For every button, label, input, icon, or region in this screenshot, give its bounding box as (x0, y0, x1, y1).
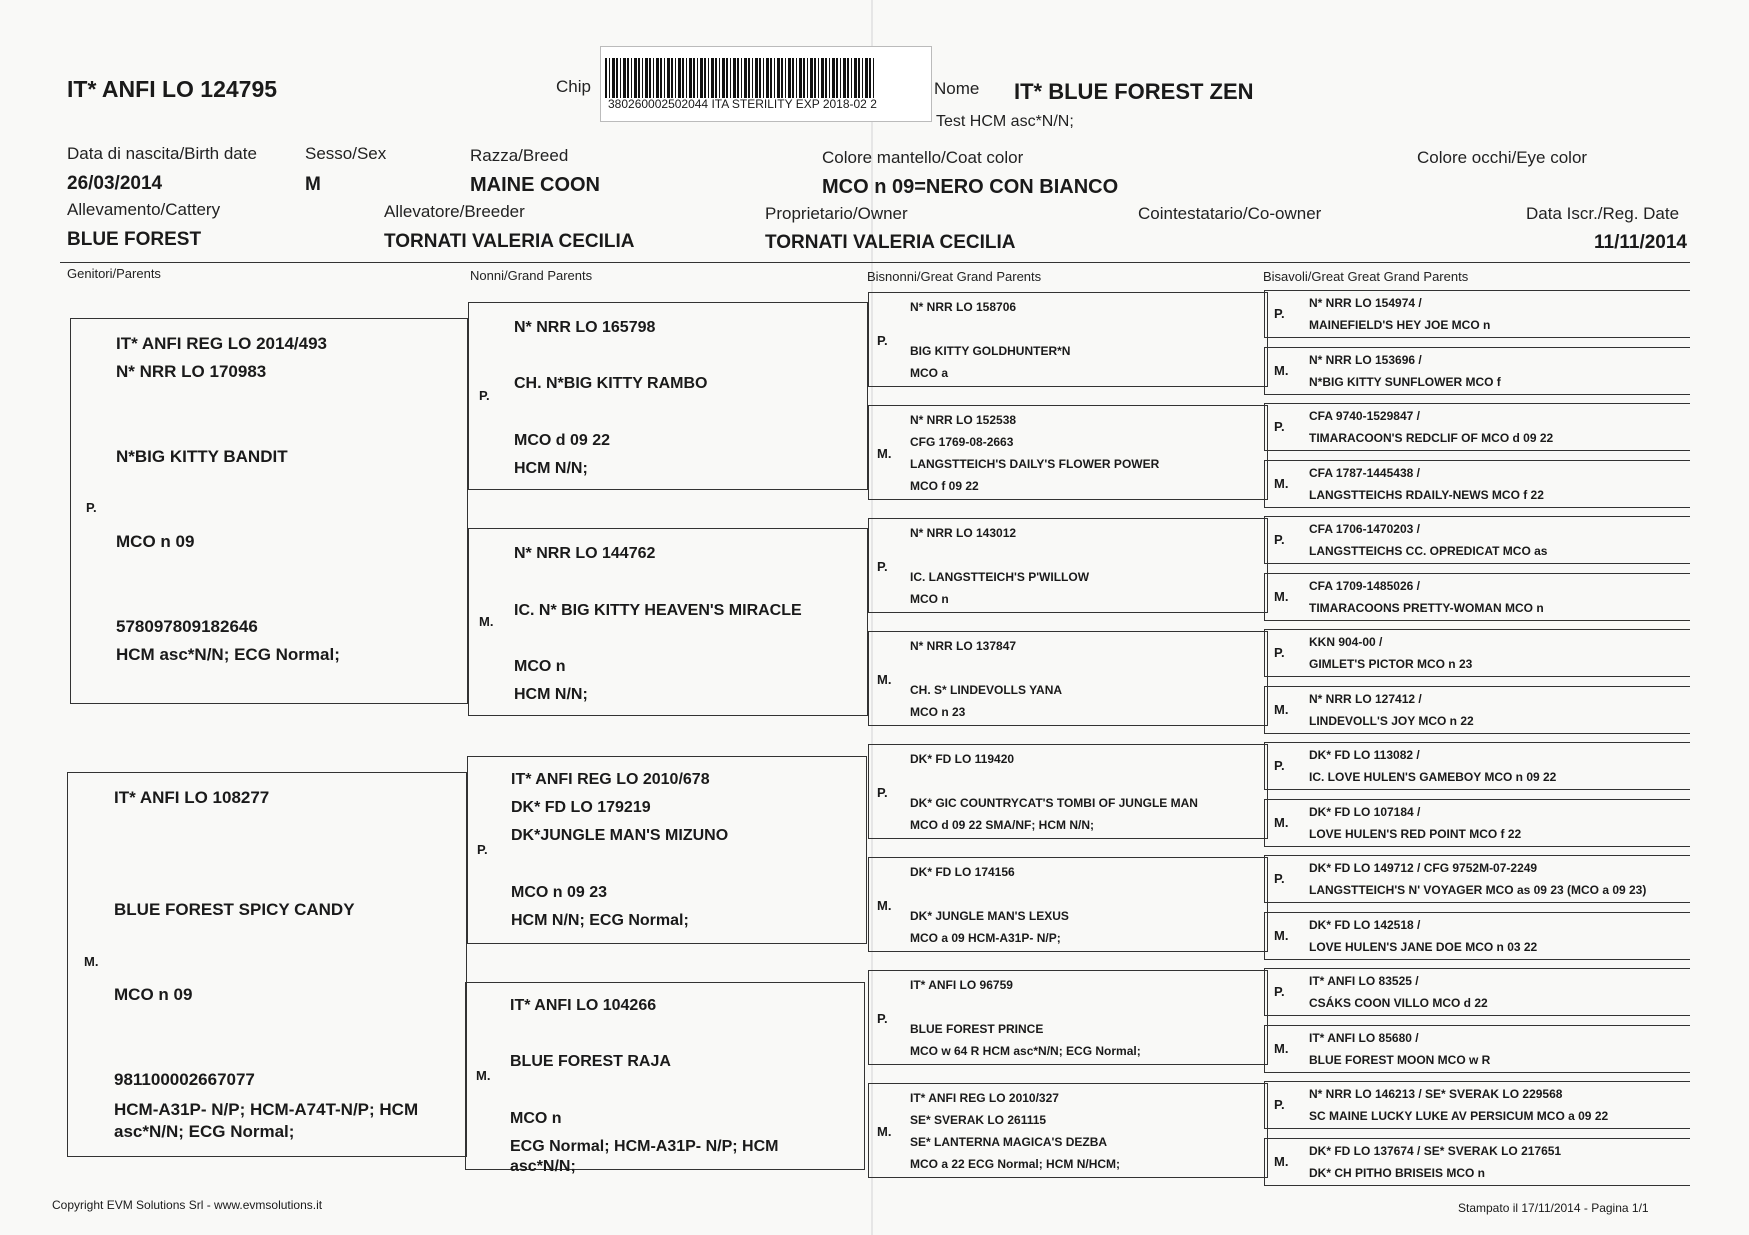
gp1-color: MCO d 09 22 (514, 432, 611, 449)
great-grandparent-marker: M. (877, 672, 892, 687)
great-great-grandparent-line: CSÁKS COON VILLO MCO d 22 (1309, 996, 1488, 1010)
cat-name: IT* BLUE FOREST ZEN (1014, 79, 1254, 104)
coat-color-label: Colore mantello/Coat color (822, 148, 1024, 167)
breed-value: MAINE COON (470, 174, 600, 196)
sire-name: N*BIG KITTY BANDIT (116, 447, 288, 466)
great-great-grandparent-line: DK* FD LO 113082 / (1309, 748, 1420, 762)
great-great-grandparent-line: SC MAINE LUCKY LUKE AV PERSICUM MCO a 09 22 (1309, 1109, 1609, 1123)
co-owner-label: Cointestatario/Co-owner (1138, 204, 1322, 223)
great-great-grandparent-line: N* NRR LO 127412 / (1309, 692, 1422, 706)
great-great-grandparent-line: LOVE HULEN'S RED POINT MCO f 22 (1309, 827, 1522, 841)
great-grandparent-marker: M. (877, 898, 892, 913)
grandparents-section-label: Nonni/Grand Parents (470, 268, 593, 283)
great-great-grandparent-line: LANGSTTEICHS RDAILY-NEWS MCO f 22 (1309, 488, 1544, 502)
great-grandparent-line: MCO n 23 (910, 705, 966, 719)
gp4-tests-2: asc*N/N; (510, 1158, 576, 1175)
great-great-grandparent-line: DK* FD LO 137674 / SE* SVERAK LO 217651 (1309, 1144, 1562, 1158)
great-grandparent-line: DK* FD LO 174156 (910, 865, 1015, 879)
great-great-grandparent-marker: M. (1274, 1154, 1289, 1169)
great-great-grandparent-line: IT* ANFI LO 85680 / (1309, 1031, 1419, 1045)
sire-chip: 578097809182646 (116, 617, 258, 636)
gp3-tests: HCM N/N; ECG Normal; (511, 912, 689, 929)
great-grandparent-line: SE* SVERAK LO 261115 (910, 1113, 1047, 1127)
gp2-reg: N* NRR LO 144762 (514, 545, 656, 562)
great-great-grandparent-line: IC. LOVE HULEN'S GAMEBOY MCO n 09 22 (1309, 770, 1557, 784)
print-date-text: Stampato il 17/11/2014 - Pagina 1/1 (1458, 1201, 1649, 1215)
great-grandparent-line: SE* LANTERNA MAGICA'S DEZBA (910, 1135, 1108, 1149)
great-great-grandparent-marker: M. (1274, 589, 1289, 604)
breeder-label: Allevatore/Breeder (384, 202, 525, 221)
gp4-color: MCO n (510, 1110, 562, 1127)
birth-date-value: 26/03/2014 (67, 173, 163, 194)
barcode-icon (605, 58, 875, 98)
owner-value: TORNATI VALERIA CECILIA (765, 232, 1016, 253)
dam-tests: HCM-A31P- N/P; HCM-A74T-N/P; HCM (114, 1100, 419, 1119)
great-great-grandparent-line: CFA 1706-1470203 / (1309, 522, 1420, 536)
great-great-grandparent-line: DK* CH PITHO BRISEIS MCO n (1309, 1166, 1486, 1180)
great-grandparent-line: MCO a 22 ECG Normal; HCM N/HCM; (910, 1157, 1121, 1171)
great-great-grandparent-line: N* NRR LO 146213 / SE* SVERAK LO 229568 (1309, 1087, 1563, 1101)
great-grandparent-line: DK* GIC COUNTRYCAT'S TOMBI OF JUNGLE MAN (910, 796, 1198, 810)
dam-reg-number: IT* ANFI LO 108277 (114, 788, 270, 807)
breeder-value: TORNATI VALERIA CECILIA (384, 231, 635, 252)
great-great-grandparent-line: KKN 904-00 / (1309, 635, 1383, 649)
great-great-grandparent-marker: M. (1274, 363, 1289, 378)
great-great-grandparent-line: BLUE FOREST MOON MCO w R (1309, 1053, 1491, 1067)
gp2-tests: HCM N/N; (514, 686, 588, 703)
great-grandparent-line: CH. S* LINDEVOLLS YANA (910, 683, 1063, 697)
breed-label: Razza/Breed (470, 146, 569, 165)
great-grandparent-line: N* NRR LO 143012 (910, 526, 1017, 540)
great-grandparent-line: IC. LANGSTTEICH'S P'WILLOW (910, 570, 1090, 584)
gp2-name: IC. N* BIG KITTY HEAVEN'S MIRACLE (514, 602, 802, 619)
cattery-label: Allevamento/Cattery (67, 200, 221, 219)
great-grandparent-line: BIG KITTY GOLDHUNTER*N (910, 344, 1071, 358)
great-grandparent-line: BLUE FOREST PRINCE (910, 1022, 1044, 1036)
gp3-reg-2: DK* FD LO 179219 (511, 799, 651, 816)
great-grandparent-line: MCO d 09 22 SMA/NF; HCM N/N; (910, 818, 1095, 832)
sex-label: Sesso/Sex (305, 144, 387, 163)
gp3-color: MCO n 09 23 (511, 884, 608, 901)
great-great-grandparent-line: LINDEVOLL'S JOY MCO n 22 (1309, 714, 1474, 728)
grandparent-3-marker: P. (477, 842, 488, 857)
great-great-grandparent-marker: P. (1274, 645, 1285, 660)
chip-label: Chip (556, 77, 591, 96)
sire-reg-number: IT* ANFI REG LO 2014/493 (116, 334, 327, 353)
gp1-tests: HCM N/N; (514, 460, 588, 477)
great-grandparent-line: N* NRR LO 137847 (910, 639, 1017, 653)
great-grandparent-marker: P. (877, 333, 888, 348)
great-great-grandparents-section-label: Bisavoli/Great Great Grand Parents (1263, 269, 1469, 284)
great-grandparent-line: DK* FD LO 119420 (910, 752, 1015, 766)
gp4-reg: IT* ANFI LO 104266 (510, 997, 657, 1014)
sire-marker: P. (86, 500, 97, 515)
dam-tests-2: asc*N/N; ECG Normal; (114, 1122, 295, 1141)
parents-section-label: Genitori/Parents (67, 266, 161, 281)
grandparent-2-marker: M. (479, 614, 494, 629)
great-grandparents-section-label: Bisnonni/Great Grand Parents (867, 269, 1042, 284)
great-grandparent-line: CFG 1769-08-2663 (910, 435, 1014, 449)
great-great-grandparent-marker: P. (1274, 984, 1285, 999)
great-grandparent-line: MCO a 09 HCM-A31P- N/P; (910, 931, 1061, 945)
gp2-color: MCO n (514, 658, 566, 675)
great-great-grandparent-line: N* NRR LO 154974 / (1309, 296, 1422, 310)
great-great-grandparent-marker: M. (1274, 815, 1289, 830)
gp1-name: CH. N*BIG KITTY RAMBO (514, 375, 708, 392)
great-great-grandparent-line: CFA 1787-1445438 / (1309, 466, 1420, 480)
great-great-grandparent-marker: M. (1274, 476, 1289, 491)
great-great-grandparent-line: IT* ANFI LO 83525 / (1309, 974, 1419, 988)
great-grandparent-line: N* NRR LO 158706 (910, 300, 1017, 314)
great-great-grandparent-line: CFA 1709-1485026 / (1309, 579, 1420, 593)
dam-name: BLUE FOREST SPICY CANDY (114, 900, 355, 919)
great-grandparent-line: MCO a (910, 366, 949, 380)
gp4-tests: ECG Normal; HCM-A31P- N/P; HCM (510, 1138, 779, 1155)
great-grandparent-line: N* NRR LO 152538 (910, 413, 1017, 427)
birth-date-label: Data di nascita/Birth date (67, 144, 257, 163)
sire-color: MCO n 09 (116, 532, 195, 551)
great-great-grandparent-line: GIMLET'S PICTOR MCO n 23 (1309, 657, 1473, 671)
sex-value: M (305, 174, 321, 195)
cattery-value: BLUE FOREST (67, 229, 202, 250)
great-grandparent-line: DK* JUNGLE MAN'S LEXUS (910, 909, 1069, 923)
sire-tests: HCM asc*N/N; ECG Normal; (116, 645, 340, 664)
registration-number: IT* ANFI LO 124795 (67, 76, 278, 102)
great-grandparent-line: MCO n (910, 592, 949, 606)
gp4-name: BLUE FOREST RAJA (510, 1053, 671, 1070)
header-separator (60, 262, 1690, 263)
great-great-grandparent-line: LANGSTTEICH'S N' VOYAGER MCO as 09 23 (MCO a 09 23) (1309, 883, 1647, 897)
great-great-grandparent-marker: M. (1274, 702, 1289, 717)
coat-color-value: MCO n 09=NERO CON BIANCO (822, 176, 1119, 198)
dam-chip: 981100002667077 (114, 1070, 255, 1089)
great-great-grandparent-marker: M. (1274, 1041, 1289, 1056)
eye-color-label: Colore occhi/Eye color (1417, 148, 1588, 167)
great-great-grandparent-line: TIMARACOON'S REDCLIF OF MCO d 09 22 (1309, 431, 1554, 445)
great-grandparent-marker: M. (877, 446, 892, 461)
great-great-grandparent-line: MAINEFIELD'S HEY JOE MCO n (1309, 318, 1491, 332)
great-grandparent-marker: M. (877, 1124, 892, 1139)
great-grandparent-line: LANGSTTEICH'S DAILY'S FLOWER POWER (910, 457, 1160, 471)
owner-label: Proprietario/Owner (765, 204, 908, 223)
great-great-grandparent-line: DK* FD LO 142518 / (1309, 918, 1421, 932)
great-grandparent-marker: P. (877, 559, 888, 574)
test-result: Test HCM asc*N/N; (936, 113, 1074, 130)
great-great-grandparent-marker: P. (1274, 306, 1285, 321)
copyright-text: Copyright EVM Solutions Srl - www.evmsolutions.it (52, 1198, 323, 1212)
great-great-grandparent-line: CFA 9740-1529847 / (1309, 409, 1420, 423)
great-great-grandparent-marker: P. (1274, 1097, 1285, 1112)
dam-color: MCO n 09 (114, 985, 193, 1004)
gp1-reg: N* NRR LO 165798 (514, 319, 656, 336)
name-label: Nome (934, 79, 980, 98)
great-great-grandparent-line: DK* FD LO 107184 / (1309, 805, 1421, 819)
great-great-grandparent-line: N* NRR LO 153696 / (1309, 353, 1422, 367)
great-grandparent-marker: P. (877, 785, 888, 800)
grandparent-4-marker: M. (476, 1068, 491, 1083)
great-grandparent-line: IT* ANFI LO 96759 (910, 978, 1013, 992)
sire-reg-number-2: N* NRR LO 170983 (116, 362, 267, 381)
great-great-grandparent-line: LOVE HULEN'S JANE DOE MCO n 03 22 (1309, 940, 1538, 954)
gp3-reg: IT* ANFI REG LO 2010/678 (511, 771, 710, 788)
great-great-grandparent-marker: P. (1274, 871, 1285, 886)
great-great-grandparent-marker: P. (1274, 532, 1285, 547)
great-great-grandparent-line: LANGSTTEICHS CC. OPREDICAT MCO as (1309, 544, 1548, 558)
great-grandparent-marker: P. (877, 1011, 888, 1026)
great-grandparent-line: IT* ANFI REG LO 2010/327 (910, 1091, 1059, 1105)
gp3-name: DK*JUNGLE MAN'S MIZUNO (511, 827, 729, 844)
great-great-grandparent-line: DK* FD LO 149712 / CFG 9752M-07-2249 (1309, 861, 1538, 875)
grandparent-1-marker: P. (479, 388, 490, 403)
great-great-grandparent-marker: P. (1274, 758, 1285, 773)
chip-barcode-text: 380260002502044 ITA STERILITY EXP 2018-02 2 (608, 97, 877, 111)
reg-date-label: Data Iscr./Reg. Date (1526, 204, 1680, 223)
great-great-grandparent-line: TIMARACOONS PRETTY-WOMAN MCO n (1309, 601, 1544, 615)
dam-marker: M. (84, 954, 99, 969)
great-great-grandparent-marker: P. (1274, 419, 1285, 434)
great-grandparent-line: MCO w 64 R HCM asc*N/N; ECG Normal; (910, 1044, 1141, 1058)
great-grandparent-line: MCO f 09 22 (910, 479, 979, 493)
reg-date-value: 11/11/2014 (1594, 232, 1687, 253)
great-great-grandparent-marker: M. (1274, 928, 1289, 943)
great-great-grandparent-line: N*BIG KITTY SUNFLOWER MCO f (1309, 375, 1501, 389)
